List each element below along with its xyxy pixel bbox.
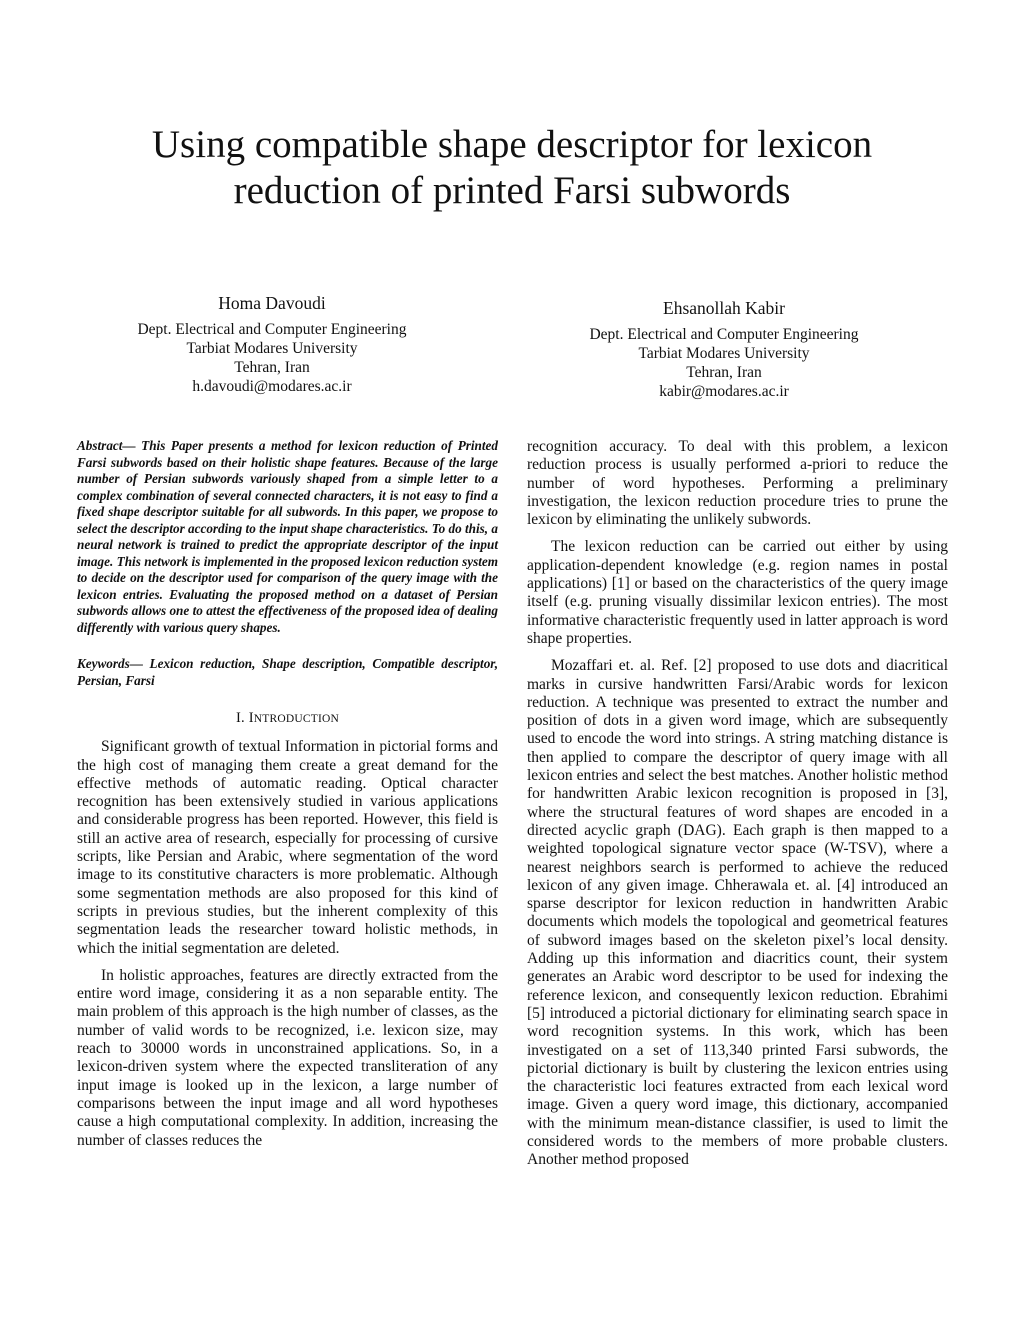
author-name: Homa Davoudi — [218, 293, 326, 313]
author-email: kabir@modares.ac.ir — [659, 383, 789, 400]
author-university: Tarbiat Modares University — [638, 345, 810, 362]
author-location: Tehran, Iran — [234, 359, 310, 376]
abstract: Abstract— This Paper presents a method for lexicon reduction of Printed Farsi subwords based on their holistic shape features. Because of the large number of Persian subwords variously shaped from a simple letter to a complex combination of several connected characters, it is not easy to find a fixed shape descriptor suitable for all subwords. In this paper, we propose to select the descriptor according to the input shape characteristics. To do this, a neural network is trained to predict the appropriate descriptor of the input image. This network is implemented in the proposed lexicon reduction system to decide on the descriptor used for comparison of the query image with the lexicon entries. Evaluating the proposed method on a dataset of Persian subwords allows one to attest the effectiveness of the proposed idea of dealing differently with various query shapes. — [77, 438, 498, 635]
author-dept: Dept. Electrical and Computer Engineering — [589, 326, 859, 343]
section-number: I. — [236, 710, 245, 726]
author-name: Ehsanollah Kabir — [663, 298, 785, 318]
paragraph: In holistic approaches, features are directly extracted from the entire word image, considering it as a non separable entity. The main problem of this approach is the high number of classes, as the number of valid words to be recognized, i.e. lexicon size, may reach to 30000 words in unconstrained applications. So, in a lexicon-driven system where the expected transliteration of any input image is looked up in the lexicon, a large number of comparisons between the input image and all word hypotheses cause a high computational complexity. In addition, increasing the number of classes reduces the — [77, 966, 498, 1149]
left-column — [77, 438, 498, 1159]
author-location: Tehran, Iran — [686, 364, 762, 381]
section-title-rest: NTRODUCTION — [253, 713, 339, 725]
title-line-2: reduction of printed Farsi subwords — [233, 169, 791, 212]
author-dept: Dept. Electrical and Computer Engineering — [137, 321, 407, 338]
paragraph: The lexicon reduction can be carried out either by using application-dependent knowledge (e.g. region names in postal applications) [1] or based on the characteristics of the query image itself (e.g. pruning visually dissimilar lexicon entries). The most informative characteristic frequently used in latter approach is word shape properties. — [527, 538, 948, 647]
paper-title — [0, 122, 1024, 214]
paragraph: Significant growth of textual Information in pictorial forms and the high cost of managing them create a great demand for the effective methods of automatic reading. Optical character recognition has been extensively studied in various applications and considerable progress has been reported. However, this field is still an active area of research, especially for processing of cursive scripts, like Persian and Arabic, where segmentation of the word image to its constitutive characters is more problematic. Although some segmentation methods are also proposed for this kind of scripts in previous studies, but the inherent complexity of this segmentation leads the researcher toward holistic methods, in which the initial segmentation are deleted. — [77, 738, 498, 957]
author-block-1 — [72, 294, 472, 396]
right-column — [527, 438, 948, 1179]
author-block-2 — [524, 299, 924, 401]
section-heading-introduction — [77, 709, 498, 728]
paragraph: Mozaffari et. al. Ref. [2] proposed to use dots and diacritical marks in cursive handwritten Farsi/Arabic words for lexicon reduction. A technique was presented to extract the number and position of dots in a given word image, which are subsequently used to encode the word into strings. A string matching distance is then applied to compare the descriptor of query image with all lexicon entries and select the best matches. Another holistic method for handwritten Arabic lexicon recognition is proposed in [3], where the structural features of word shapes are encoded in a directed acyclic graph (DAG). Each graph is then mapped to a weighted topological signature vector space (W-TSV), where a nearest neighbors search is performed to achieve the reduced lexicon of any given image. Chherawala et. al. [4] introduced an sparse descriptor for lexicon reduction in handwritten Arabic documents which models the topological and geometrical features of subword images based on the skeleton pixel’s local density. Adding up this information and diacritics count, their system generates an Arabic word descriptor to be used for indexing the reference lexicon, and consequently lexicon reduction. Ebrahimi [5] introduced a pictorial dictionary for eliminating search space in word recognition systems. In this work, which has been investigated on a set of 113,340 printed Farsi subwords, the pictorial dictionary is built by clustering the lexicon entries using the characteristic loci features extracted from each lexical word image. Given a query word image, this dictionary, accompanied with the minimum mean-distance classifier, is used to limit the considered words to the members of more probable clusters. Another method proposed — [527, 657, 948, 1169]
keywords: Keywords— Lexicon reduction, Shape description, Compatible descriptor, Persian, Farsi — [77, 656, 498, 688]
paragraph: recognition accuracy. To deal with this problem, a lexicon reduction process is usually performed a-priori to reduce the number of word hypotheses. Performing a preliminary investigation, the lexicon reduction procedure tries to prune the lexicon by eliminating the unlikely subwords. — [527, 438, 948, 529]
author-email: h.davoudi@modares.ac.ir — [192, 378, 352, 395]
author-university: Tarbiat Modares University — [186, 340, 358, 357]
title-line-1: Using compatible shape descriptor for lexicon — [151, 123, 873, 166]
section-first-letter: I — [248, 710, 254, 726]
